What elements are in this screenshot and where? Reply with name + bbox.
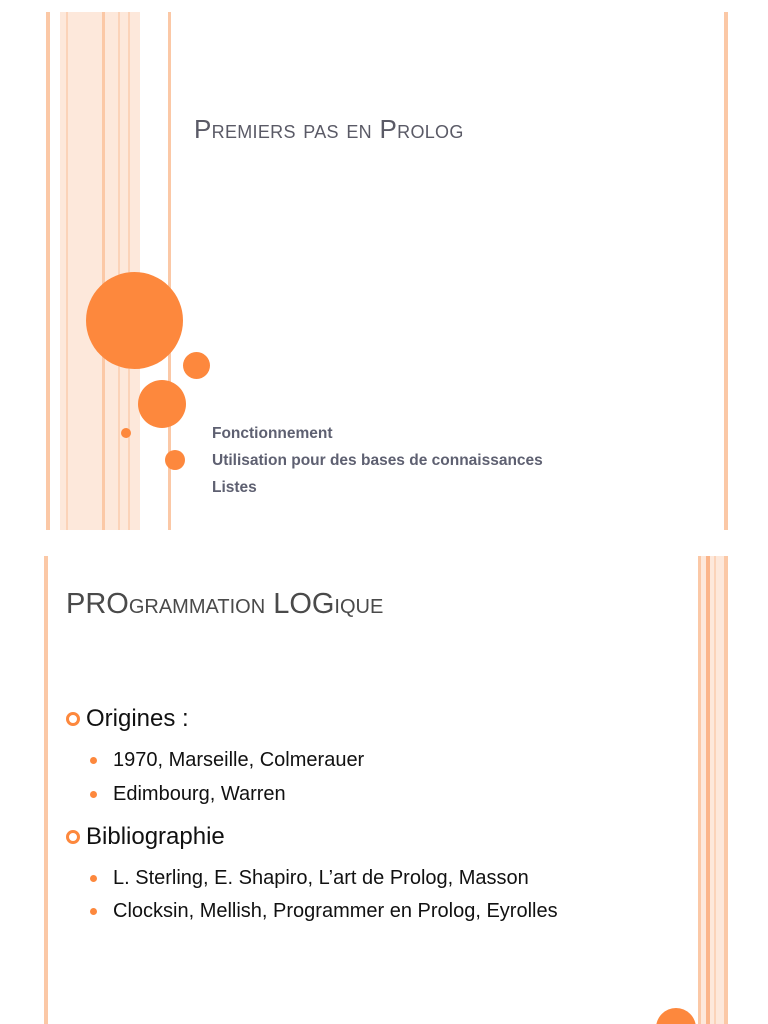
left-stripe-line bbox=[102, 12, 105, 530]
ring-bullet-icon bbox=[66, 830, 80, 844]
subtitle-item: Fonctionnement bbox=[212, 425, 333, 442]
slide-title: PROgrammation LOGique bbox=[66, 588, 384, 620]
dot-bullet-icon bbox=[90, 875, 97, 882]
ring-bullet-icon bbox=[66, 712, 80, 726]
right-stripe-line bbox=[714, 556, 716, 1024]
right-stripe-line bbox=[724, 556, 728, 1024]
subtitle-list bbox=[212, 420, 543, 501]
list-item-text: L. Sterling, E. Shapiro, L’art de Prolog, Masson bbox=[113, 867, 529, 889]
left-stripe-line bbox=[118, 12, 120, 530]
list-item bbox=[90, 749, 364, 772]
decorative-circle-corner bbox=[656, 1008, 696, 1024]
list-item bbox=[90, 867, 529, 890]
list-item-text: 1970, Marseille, Colmerauer bbox=[113, 749, 365, 771]
bullet-heading-text: Bibliographie bbox=[86, 823, 225, 850]
dot-bullet-icon bbox=[90, 791, 97, 798]
right-stripe-line bbox=[706, 556, 710, 1024]
left-stripe-band bbox=[46, 12, 50, 530]
dot-bullet-icon bbox=[90, 757, 97, 764]
left-stripe-line bbox=[44, 556, 48, 1024]
bullet-heading-text: Origines : bbox=[86, 705, 189, 732]
slide-1 bbox=[0, 12, 768, 530]
bullet-heading-origines bbox=[66, 705, 189, 733]
decorative-circle-medium bbox=[138, 380, 186, 428]
decorative-circle-large bbox=[86, 272, 183, 369]
list-item-text: Edimbourg, Warren bbox=[113, 783, 286, 805]
decorative-circle-small bbox=[183, 352, 210, 379]
bullet-heading-bibliographie bbox=[66, 823, 225, 851]
dot-bullet-icon bbox=[90, 908, 97, 915]
left-stripe-line bbox=[128, 12, 130, 530]
slide-title: Premiers pas en Prolog bbox=[194, 114, 464, 144]
decorative-circle-tiny bbox=[121, 428, 131, 438]
subtitle-item: Listes bbox=[212, 479, 257, 496]
decorative-circle-small bbox=[165, 450, 185, 470]
right-stripe-line bbox=[724, 12, 728, 530]
list-item bbox=[90, 783, 286, 806]
left-stripe-line bbox=[66, 12, 68, 530]
right-stripe-line bbox=[698, 556, 701, 1024]
list-item bbox=[90, 900, 558, 923]
subtitle-item: Utilisation pour des bases de connaissances bbox=[212, 452, 543, 469]
list-item-text: Clocksin, Mellish, Programmer en Prolog, Eyrolles bbox=[113, 900, 558, 922]
